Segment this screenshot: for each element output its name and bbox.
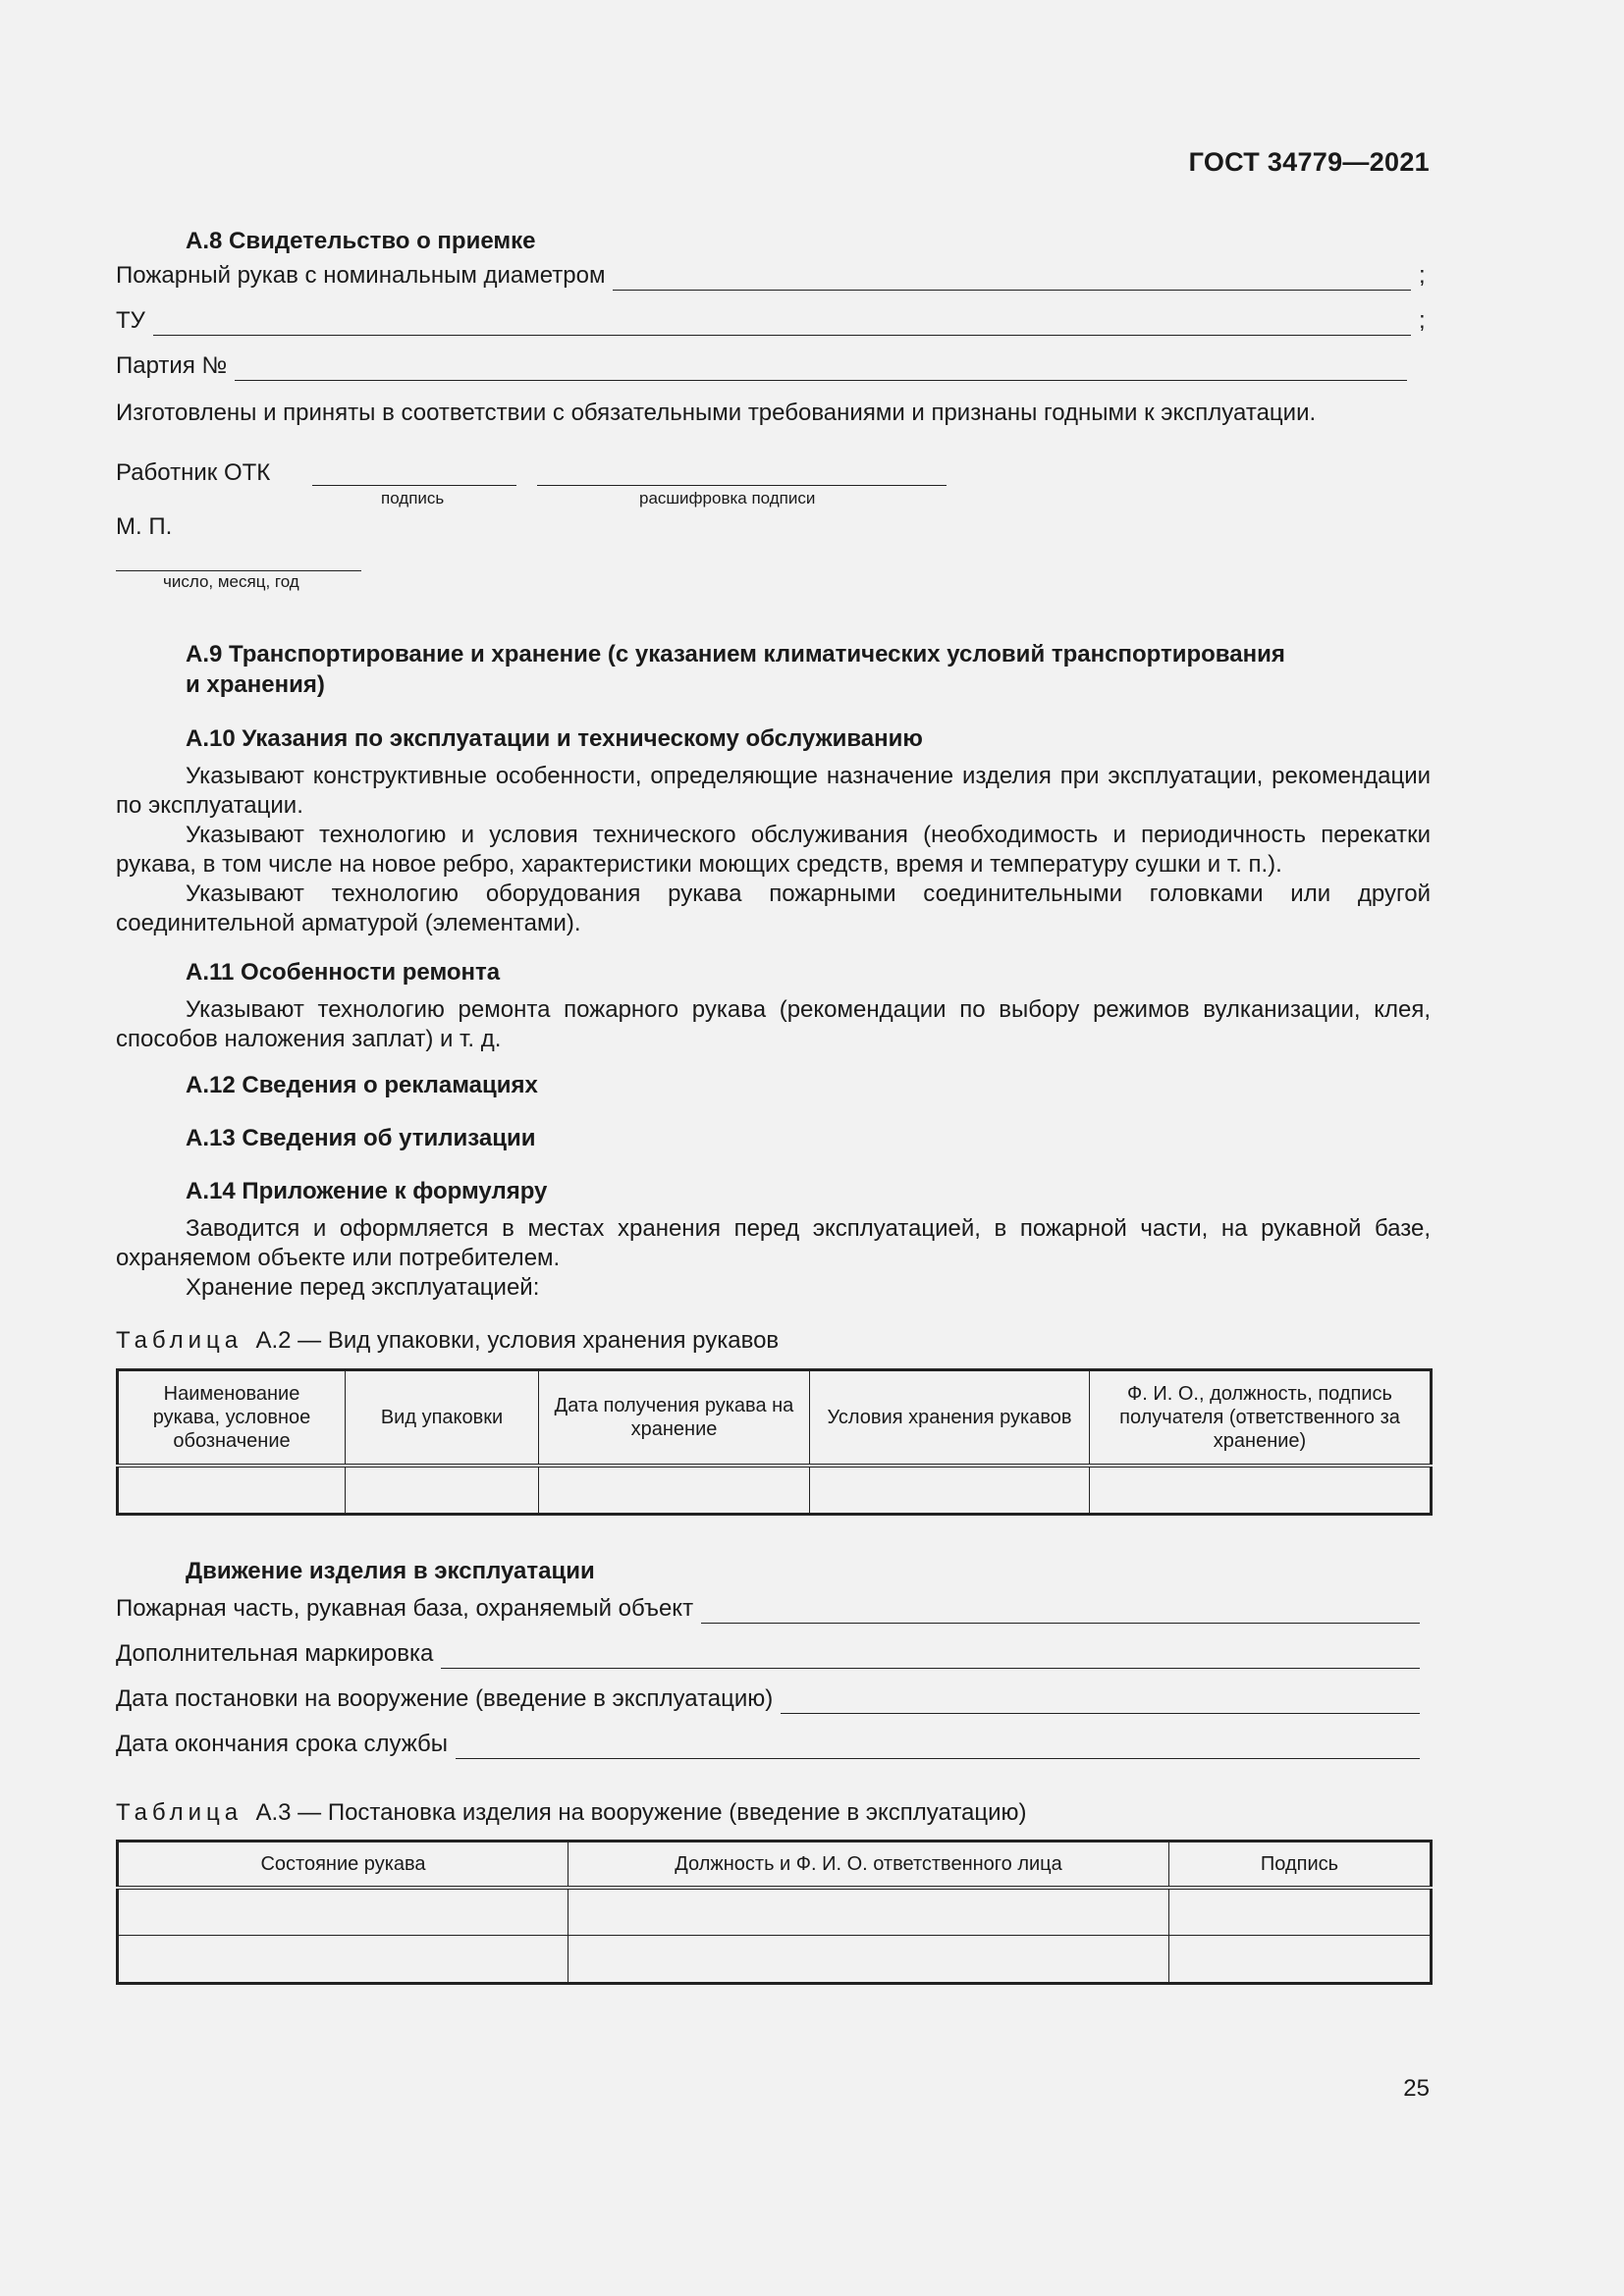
field-end-date [116, 1730, 1428, 1759]
section-a9-title-line1: А.9 Транспортирование и хранение (с указанием климатических условий транспортирования [186, 641, 1285, 667]
table-cell[interactable] [118, 1936, 568, 1984]
paragraph: Хранение перед эксплуатацией: [186, 1274, 540, 1301]
section-a10-body [116, 762, 1431, 938]
field-hose-diameter [116, 261, 1431, 291]
field-commission-date [116, 1684, 1428, 1714]
table-header-cell: Наименование рукава, условное обозначение [118, 1370, 346, 1466]
section-a11-body [116, 995, 1431, 1054]
table-a3-caption [116, 1799, 1027, 1827]
table-a2-caption [116, 1327, 779, 1355]
decryption-line[interactable] [537, 459, 947, 486]
section-a11-title: А.11 Особенности ремонта [186, 959, 501, 986]
decryption-caption: расшифровка подписи [639, 489, 816, 507]
field-label: Партия № [116, 352, 228, 379]
semicolon: ; [1419, 262, 1426, 289]
table-cell[interactable] [810, 1466, 1090, 1515]
table-title: А.3 — Постановка изделия на вооружение (введение в эксплуатацию) [255, 1799, 1027, 1826]
section-a9-title-line2: и хранения) [186, 671, 325, 698]
field-label: Дополнительная маркировка [116, 1640, 434, 1667]
standard-header: ГОСТ 34779—2021 [1188, 147, 1430, 177]
paragraph: Указывают технологию ремонта пожарного рукава (рекомендации по выбору режимов вулканизации, клея, способов наложения заплат) и т. д. [116, 996, 1431, 1052]
table-cell[interactable] [1169, 1888, 1432, 1936]
fill-line[interactable] [701, 1599, 1420, 1624]
table-cell[interactable] [1169, 1936, 1432, 1984]
section-a8-title: А.8 Свидетельство о приемке [186, 228, 536, 254]
table-header-cell: Подпись [1169, 1842, 1432, 1888]
fill-line[interactable] [456, 1735, 1420, 1759]
field-label: ТУ [116, 307, 145, 334]
field-marking [116, 1639, 1428, 1669]
table-row [118, 1466, 1432, 1515]
table-header-cell: Дата получения рукава на хранение [539, 1370, 810, 1466]
table-header-cell: Состояние рукава [118, 1842, 568, 1888]
stamp-label: М. П. [116, 513, 173, 540]
table-cell[interactable] [118, 1888, 568, 1936]
signature-caption: подпись [381, 489, 445, 507]
paragraph: Заводится и оформляется в местах хранения перед эксплуатацией, в пожарной части, на рукавной базе, охраняемом объекте или потребителем. [116, 1215, 1431, 1271]
field-label: Дата постановки на вооружение (введение в эксплуатацию) [116, 1685, 774, 1712]
worker-label: Работник ОТК [116, 459, 271, 486]
table-cell[interactable] [118, 1466, 346, 1515]
section-a10-title: А.10 Указания по эксплуатации и техническому обслуживанию [186, 725, 923, 752]
fill-line[interactable] [613, 266, 1411, 291]
field-label: Пожарная часть, рукавная база, охраняемый объект [116, 1595, 694, 1622]
movement-title: Движение изделия в эксплуатации [186, 1558, 595, 1584]
table-cell[interactable] [346, 1466, 539, 1515]
field-label: Дата окончания срока службы [116, 1731, 449, 1757]
page-number: 25 [1403, 2075, 1430, 2102]
field-unit [116, 1594, 1428, 1624]
field-tu [116, 306, 1431, 336]
paragraph: Указывают технологию и условия технического обслуживания (необходимость и периодичность перекатки рукава, в том числе на новое ребро, характеристики моющих средств, время и температуру сушки и т. п.). [116, 822, 1431, 878]
table-cell[interactable] [568, 1888, 1169, 1936]
date-line[interactable] [116, 545, 361, 571]
paragraph: Указывают конструктивные особенности, определяющие назначение изделия при эксплуатации, рекомендации по эксплуатации. [116, 763, 1431, 819]
signature-line[interactable] [312, 459, 516, 486]
paragraph: Указывают технологию оборудования рукава пожарными соединительными головками или другой соединительной арматурой (элементами). [116, 881, 1431, 936]
date-caption: число, месяц, год [163, 572, 299, 591]
table-a3 [116, 1840, 1433, 1985]
table-cell[interactable] [568, 1936, 1169, 1984]
table-title: А.2 — Вид упаковки, условия хранения рукавов [255, 1327, 780, 1354]
fill-line[interactable] [235, 356, 1407, 381]
table-header-cell: Условия хранения рукавов [810, 1370, 1090, 1466]
section-a14-title: А.14 Приложение к формуляру [186, 1178, 548, 1204]
fill-line[interactable] [153, 311, 1411, 336]
table-header-cell: Должность и Ф. И. О. ответственного лица [568, 1842, 1169, 1888]
table-label: Таблица [116, 1799, 244, 1826]
table-cell[interactable] [539, 1466, 810, 1515]
table-cell[interactable] [1090, 1466, 1432, 1515]
semicolon: ; [1419, 307, 1426, 334]
table-a2 [116, 1368, 1433, 1516]
acceptance-statement: Изготовлены и приняты в соответствии с обязательными требованиями и признаны годными к эксплуатации. [116, 400, 1317, 426]
section-a14-body [116, 1214, 1431, 1303]
table-header-cell: Вид упаковки [346, 1370, 539, 1466]
table-header-cell: Ф. И. О., должность, подпись получателя (ответственного за хранение) [1090, 1370, 1432, 1466]
fill-line[interactable] [441, 1644, 1420, 1669]
field-batch [116, 351, 1415, 381]
table-row [118, 1936, 1432, 1984]
section-a9-title [186, 639, 1285, 700]
field-label: Пожарный рукав с номинальным диаметром [116, 262, 606, 289]
fill-line[interactable] [781, 1689, 1420, 1714]
table-label: Таблица [116, 1327, 244, 1354]
table-row [118, 1888, 1432, 1936]
section-a12-title: А.12 Сведения о рекламациях [186, 1072, 538, 1098]
section-a13-title: А.13 Сведения об утилизации [186, 1125, 536, 1151]
